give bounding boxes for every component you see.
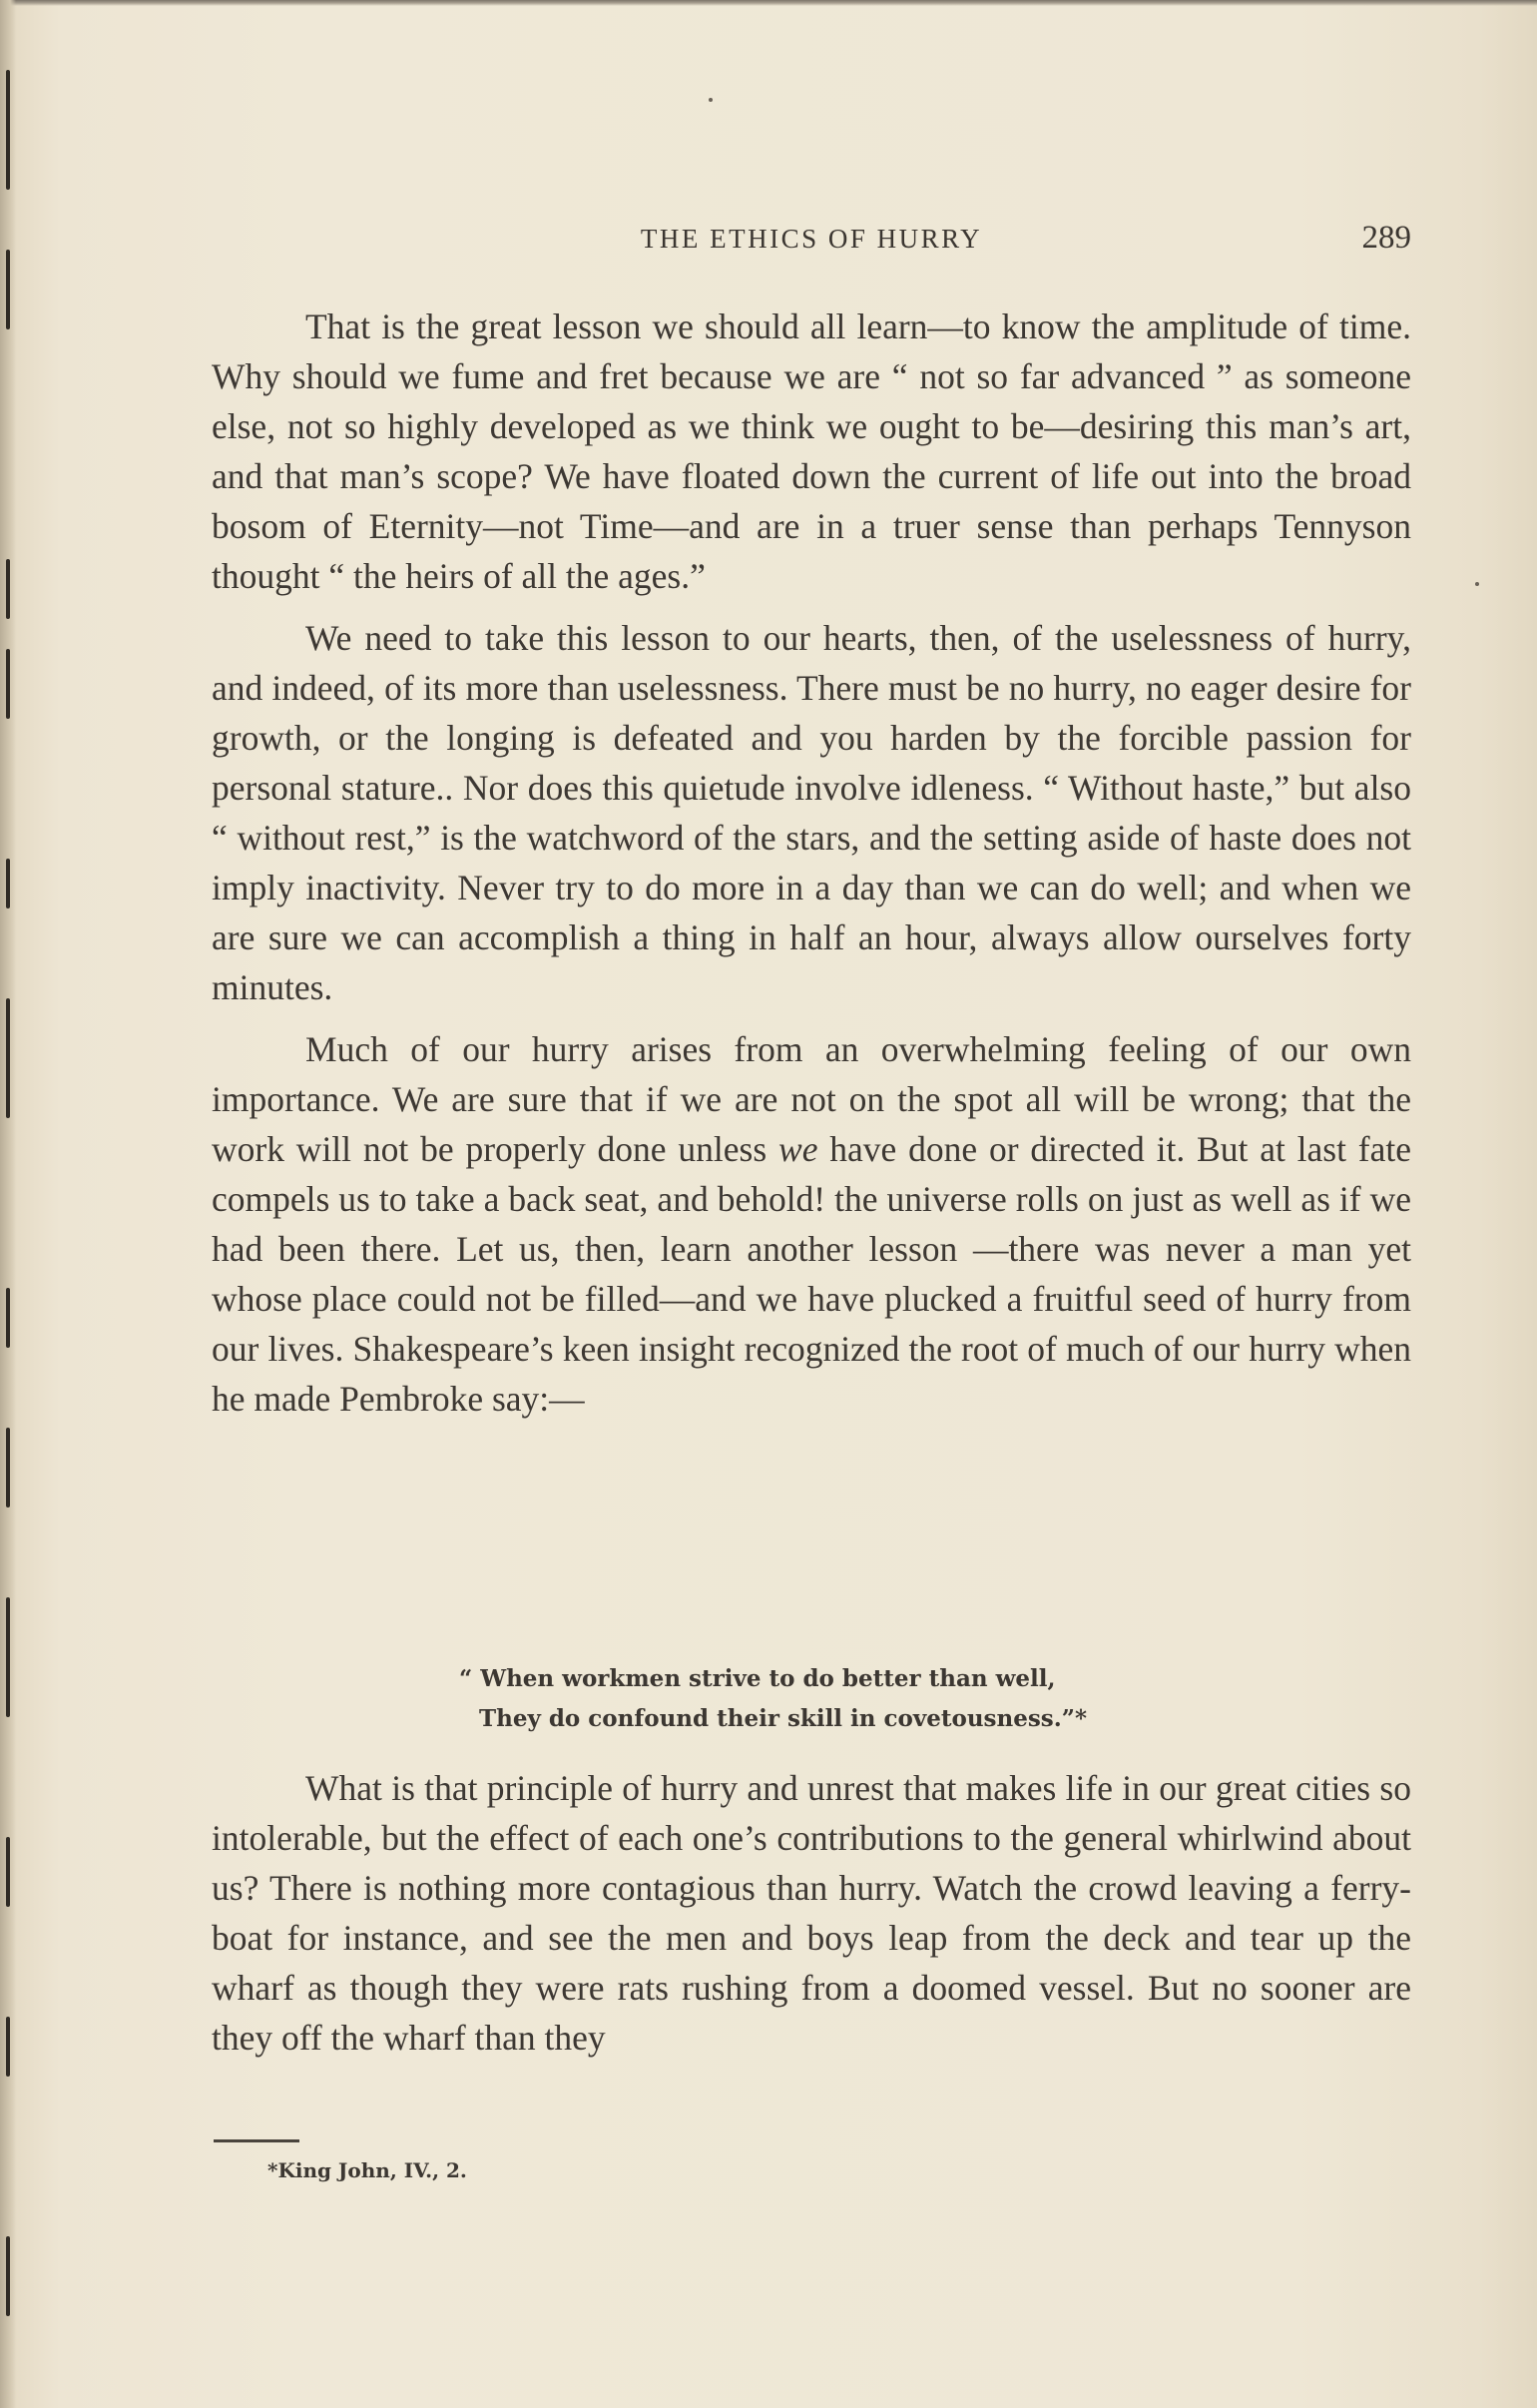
edge-mark — [6, 859, 10, 908]
page-number: 289 — [1361, 220, 1411, 256]
quote-line: “ When workmen strive to do better than well, — [459, 1665, 1056, 1692]
edge-mark — [6, 2236, 10, 2316]
edge-mark — [6, 70, 10, 190]
edge-mark — [6, 1597, 10, 1717]
paragraph: That is the great lesson we should all learn—to know the amplitude of time. Why should we fume and fret because we are “ not so far advanced ” as someone else, not so highly developed as we think we ought to be—desiring this man’s art, and that man’s scope? We have floated down the current of life out into the broad bosom of Eternity—not Time—and are in a truer sense than perhaps Tennyson thought “ the heirs of all the ages.” — [212, 306, 1411, 596]
edge-mark — [6, 998, 10, 1118]
edge-mark — [6, 649, 10, 719]
paragraph — [212, 1024, 1411, 1424]
paragraph-text: Much of our hurry arises from an overwhelming feeling of our own importance. We are sure that if we are not on the spot all will be wrong; that the work will not be properly done unless — [212, 1029, 1411, 1169]
print-speck — [1475, 582, 1479, 586]
footnote: *King John, IV., 2. — [267, 2158, 467, 2182]
block-quote — [459, 1659, 1258, 1739]
edge-mark — [6, 1428, 10, 1507]
page-header — [212, 220, 1411, 264]
edge-mark — [6, 250, 10, 329]
edge-mark — [6, 1288, 10, 1348]
quote-line: They do confound their skill in covetousness.”* — [479, 1705, 1088, 1732]
edge-mark — [6, 559, 10, 619]
print-speck — [709, 98, 713, 102]
edge-mark — [6, 1837, 10, 1907]
edge-mark — [6, 2017, 10, 2077]
top-edge-rule — [0, 0, 1537, 6]
body-text-upper — [212, 301, 1411, 1436]
italic-emphasis: we — [778, 1129, 818, 1169]
running-title: THE ETHICS OF HURRY — [640, 224, 983, 254]
paragraph: What is that principle of hurry and unrest that makes life in our great cities so intolerable, but the effect of each one’s contributions to the general whirlwind about us? There is nothing more contagious than hurry. Watch the crowd leaving a ferry-boat for instance, and see the men and boys leap from the deck and tear up the wharf as though they were rats rushing from a doomed vessel. But no sooner are they off the wharf than they — [212, 1768, 1411, 2058]
paragraph-text: have done or directed it. But at last fate compels us to take a back seat, and behold! the universe rolls on just as well as if we had been there. Let us, then, learn another lesson —there was never a man yet whose place could not be filled—and we have plucked a fruitful seed of hurry from our lives. Shakespeare’s keen insight recognized the root of much of our hurry when he made Pembroke say:— — [212, 1129, 1411, 1419]
body-text-lower — [212, 1763, 1411, 2063]
paragraph: We need to take this lesson to our hearts, then, of the uselessness of hurry, and indeed, of its more than uselessness. There must be no hurry, no eager desire for growth, or the longing is defeated and you harden by the forcible passion for personal stature.. Nor does this quietude involve idleness. “ Without haste,” but also “ without rest,” is the watchword of the stars, and the setting aside of haste does not imply inactivity. Never try to do more in a day than we can do well; and when we are sure we can accomplish a thing in half an hour, always allow ourselves forty minutes. — [212, 618, 1411, 1007]
footnote-rule — [214, 2139, 299, 2142]
